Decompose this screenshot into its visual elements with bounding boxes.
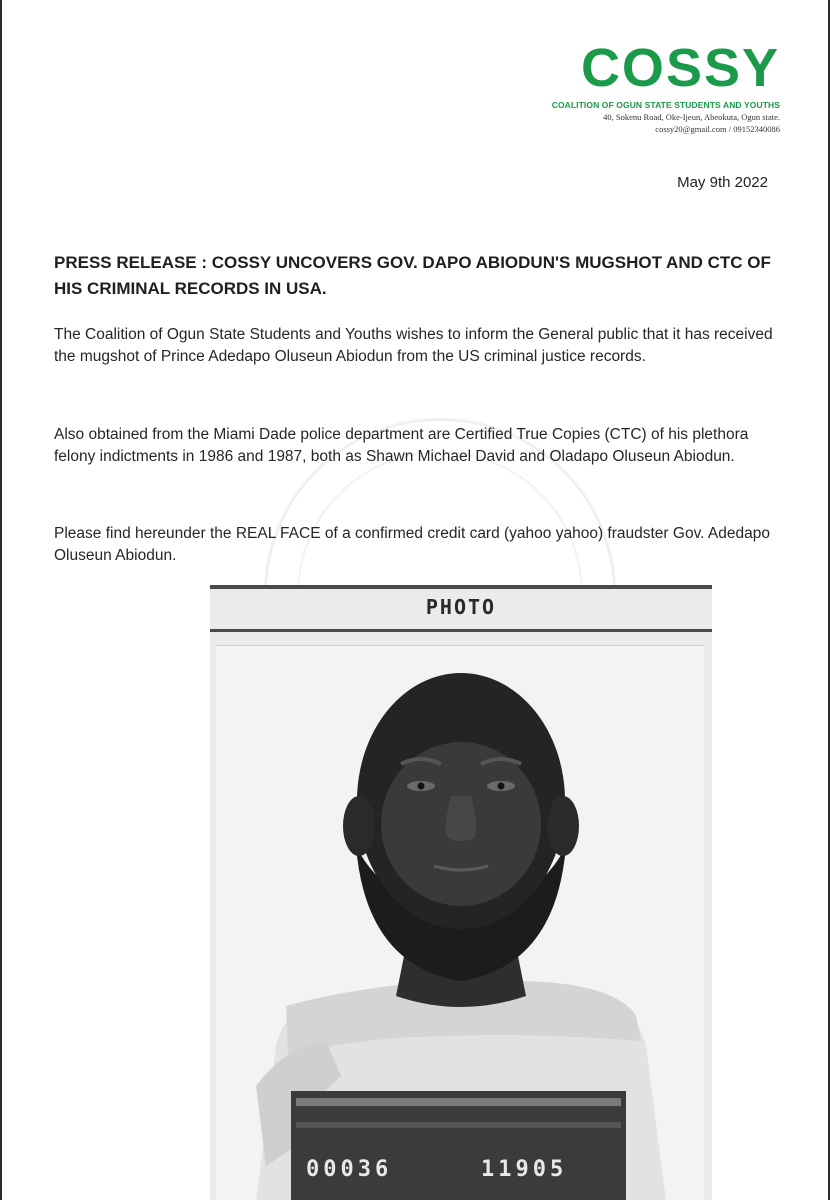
photo-label: PHOTO [425,595,497,619]
logo: COSSY [580,38,780,98]
mugshot-card [210,585,712,1200]
booking-number-right: 11905 [481,1157,568,1182]
mugshot-photo [216,645,704,1200]
paragraph-3: Please find hereunder the REAL FACE of a confirmed credit card (yahoo yahoo) fraudster Gov. Adedapo Oluseun Abiodun. [54,525,770,564]
letterhead [480,40,780,134]
mugshot-image [216,646,704,1200]
paragraph-1: The Coalition of Ogun State Students and Youths wishes to inform the General public that it has received the mugshot of Prince Adedapo Oluseun Abiodun from the US criminal justice records. [54,326,773,365]
card-top-rule [210,585,712,589]
document-date: May 9th 2022 [677,174,768,191]
organization-name: COALITION OF OGUN STATE STUDENTS AND YOUTHS [551,100,780,110]
organization-address: 40, Sokenu Road, Oke-Ijeun, Abeokuta, Ogun state. [603,112,780,122]
organization-contact: cossy20@gmail.com / 09152340086 [655,124,780,134]
booking-number-left: 00036 [306,1157,393,1182]
card-header-rule [210,629,712,632]
paragraph-2: Also obtained from the Miami Dade police department are Certified True Copies (CTC) of his plethora felony indictments in 1986 and 1987, both as Shawn Michael David and Oladapo Oluseun Abiodun. [54,426,749,465]
press-release-title: PRESS RELEASE : COSSY UNCOVERS GOV. DAPO ABIODUN'S MUGSHOT AND CTC OF HIS CRIMINAL RECORDS IN USA. [54,253,771,298]
